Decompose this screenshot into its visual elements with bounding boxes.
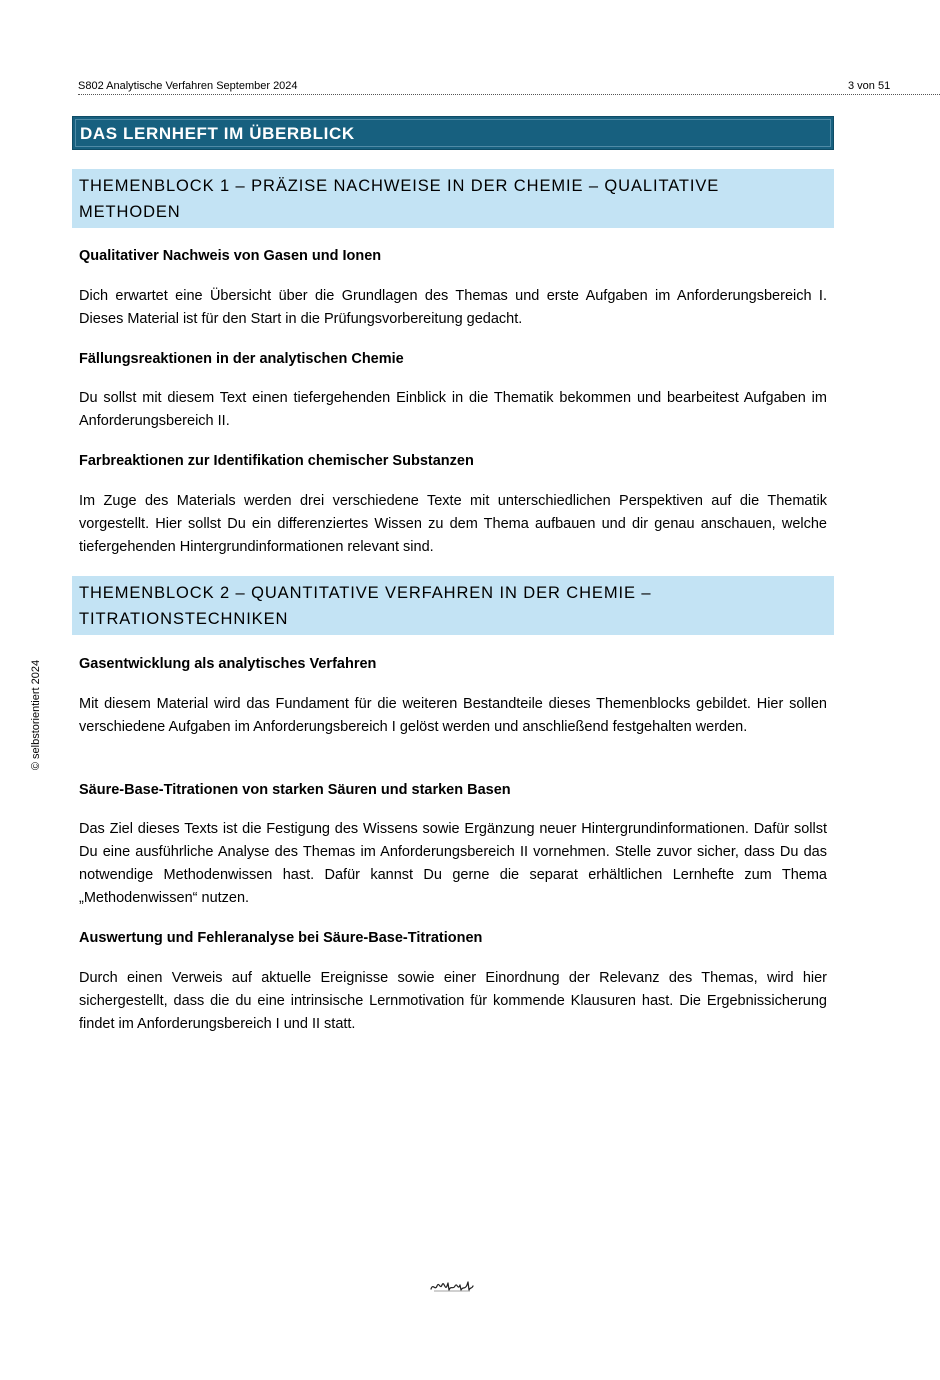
section-heading: Auswertung und Fehleranalyse bei Säure-Base-Titrationen — [79, 930, 483, 946]
section-text: Mit diesem Material wird das Fundament für die weiteren Bestandteile dieses Themenblocks gebildet. Hier sollen verschiedene Aufgaben im Anforderungsbereich I gelöst werden und anschließend festgehalten werden. — [79, 696, 827, 735]
section-text: Du sollst mit diesem Text einen tiefergehenden Einblick in die Thematik bekommen und bearbeitest Aufgaben im Anforderungsbereich II. — [79, 390, 827, 429]
selbstorientiert-logo — [430, 1281, 474, 1293]
section-text: Dich erwartet eine Übersicht über die Grundlagen des Themas und erste Aufgaben im Anforderungsbereich I. Dieses Material ist für den Start in die Prüfungsvorbereitung gedacht. — [79, 288, 827, 327]
section-heading: Qualitativer Nachweis von Gasen und Ionen — [79, 248, 382, 264]
section-text: Im Zuge des Materials werden drei verschiedene Texte mit unterschiedlichen Perspektiven auf die Thematik vorgestellt. Hier sollst Du ein differenziertes Wissen zu dem Thema aufbauen und dir genau anschauen, welche tiefergehenden Hintergrundinformationen relevant sind. — [79, 493, 827, 555]
block-2-title: THEMENBLOCK 2 – QUANTITATIVE VERFAHREN IN DER CHEMIE – TITRATIONSTECHNIKEN — [72, 576, 834, 635]
section-heading: Fällungsreaktionen in der analytischen Chemie — [79, 351, 404, 367]
copyright-text: © selbstorientiert 2024 — [30, 659, 42, 771]
section-text: Durch einen Verweis auf aktuelle Ereignisse sowie einer Einordnung der Relevanz des Themas, wird hier sichergestellt, dass die du eine intrinsische Lernmotivation für kommende Klausuren hast. Die Ergebnissicherung findet im Anforderungsbereich I und II statt. — [79, 970, 827, 1032]
page-title: DAS LERNHEFT IM ÜBERBLICK — [72, 116, 834, 150]
block-1-title: THEMENBLOCK 1 – PRÄZISE NACHWEISE IN DER CHEMIE – QUALITATIVE METHODEN — [72, 169, 834, 228]
header-document-title: S802 Analytische Verfahren September 2024 — [78, 80, 298, 92]
section-heading: Säure-Base-Titrationen von starken Säuren und starken Basen — [79, 782, 511, 798]
section-text: Das Ziel dieses Texts ist die Festigung des Wissens sowie Ergänzung neuer Hintergrundinformationen. Dafür sollst Du eine ausführliche Analyse des Themas im Anforderungsbereich II vornehmen. Stelle zuvor sicher, dass Du das notwendige Methodenwissen hast. Dafür kannst Du gerne die separat erhältlichen Lernhefte zum Thema „Methodenwissen“ nutzen. — [79, 821, 827, 906]
section-heading: Gasentwicklung als analytisches Verfahren — [79, 656, 377, 672]
section-heading: Farbreaktionen zur Identifikation chemischer Substanzen — [79, 453, 474, 469]
page-header — [78, 78, 940, 95]
header-page-number: 3 von 51 — [848, 80, 891, 92]
